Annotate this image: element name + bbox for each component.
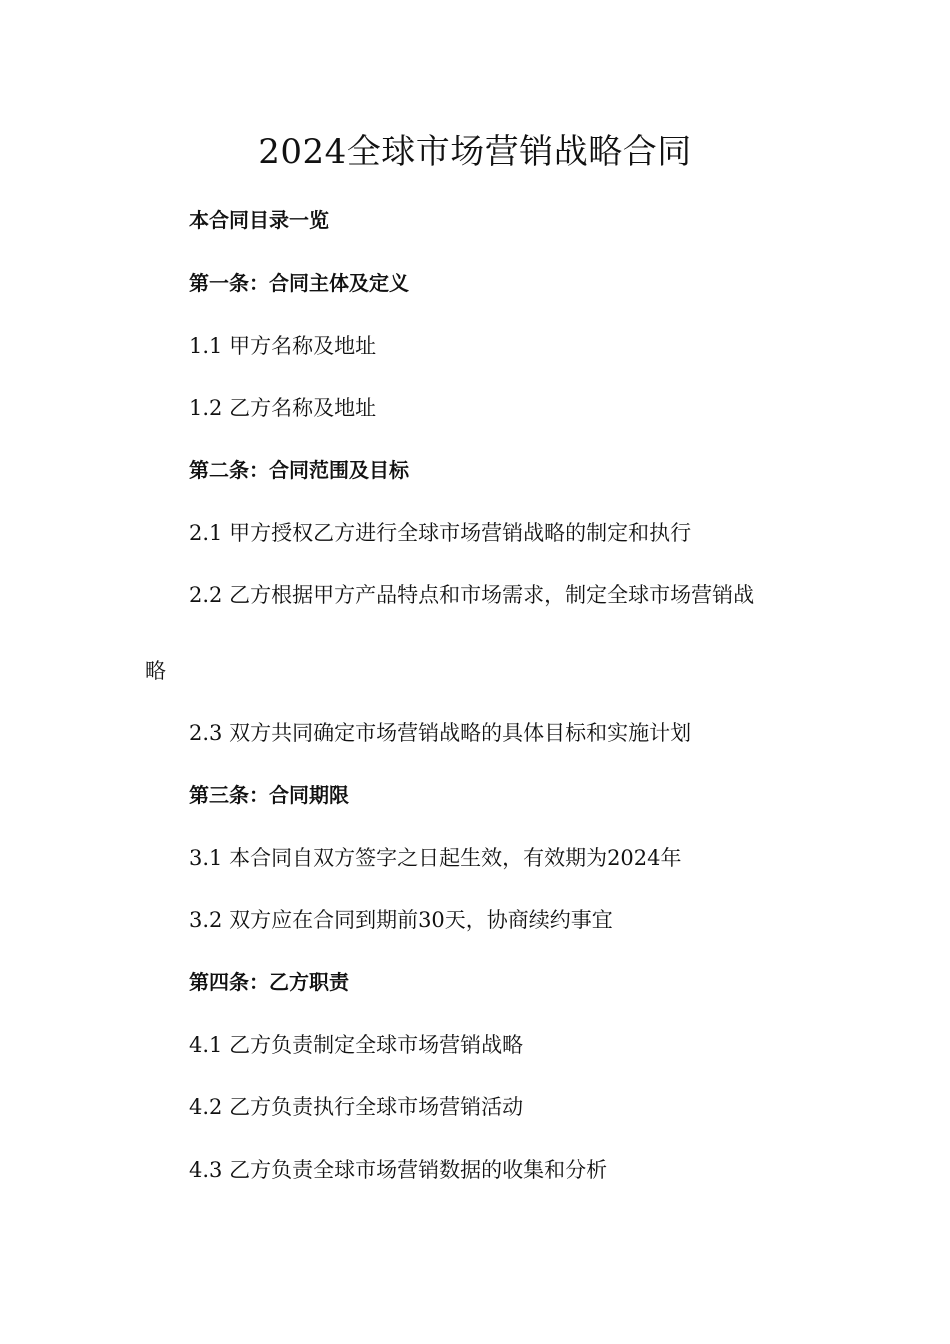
clause-1-1: 1.1 甲方名称及地址 bbox=[189, 334, 377, 358]
clause-1-2: 1.2 乙方名称及地址 bbox=[189, 396, 377, 420]
clause-3-1: 3.1 本合同自双方签字之日起生效，有效期为2024年 bbox=[189, 846, 682, 870]
section-heading-2: 第二条：合同范围及目标 bbox=[189, 458, 409, 482]
toc-heading: 本合同目录一览 bbox=[189, 208, 329, 232]
section-heading-1: 第一条：合同主体及定义 bbox=[189, 271, 409, 295]
section-heading-4: 第四条：乙方职责 bbox=[189, 970, 349, 994]
clause-2-3: 2.3 双方共同确定市场营销战略的具体目标和实施计划 bbox=[189, 721, 692, 745]
clause-4-2: 4.2 乙方负责执行全球市场营销活动 bbox=[189, 1095, 524, 1119]
clause-4-3: 4.3 乙方负责全球市场营销数据的收集和分析 bbox=[189, 1158, 608, 1182]
clause-2-2: 2.2 乙方根据甲方产品特点和市场需求，制定全球市场营销战 bbox=[189, 583, 755, 607]
clause-2-1: 2.1 甲方授权乙方进行全球市场营销战略的制定和执行 bbox=[189, 521, 692, 545]
clause-4-1: 4.1 乙方负责制定全球市场营销战略 bbox=[189, 1033, 524, 1057]
document-title: 2024全球市场营销战略合同 bbox=[258, 132, 692, 172]
clause-2-2-continuation: 略 bbox=[145, 659, 166, 683]
clause-3-2: 3.2 双方应在合同到期前30天，协商续约事宜 bbox=[189, 908, 613, 932]
section-heading-3: 第三条：合同期限 bbox=[189, 783, 349, 807]
